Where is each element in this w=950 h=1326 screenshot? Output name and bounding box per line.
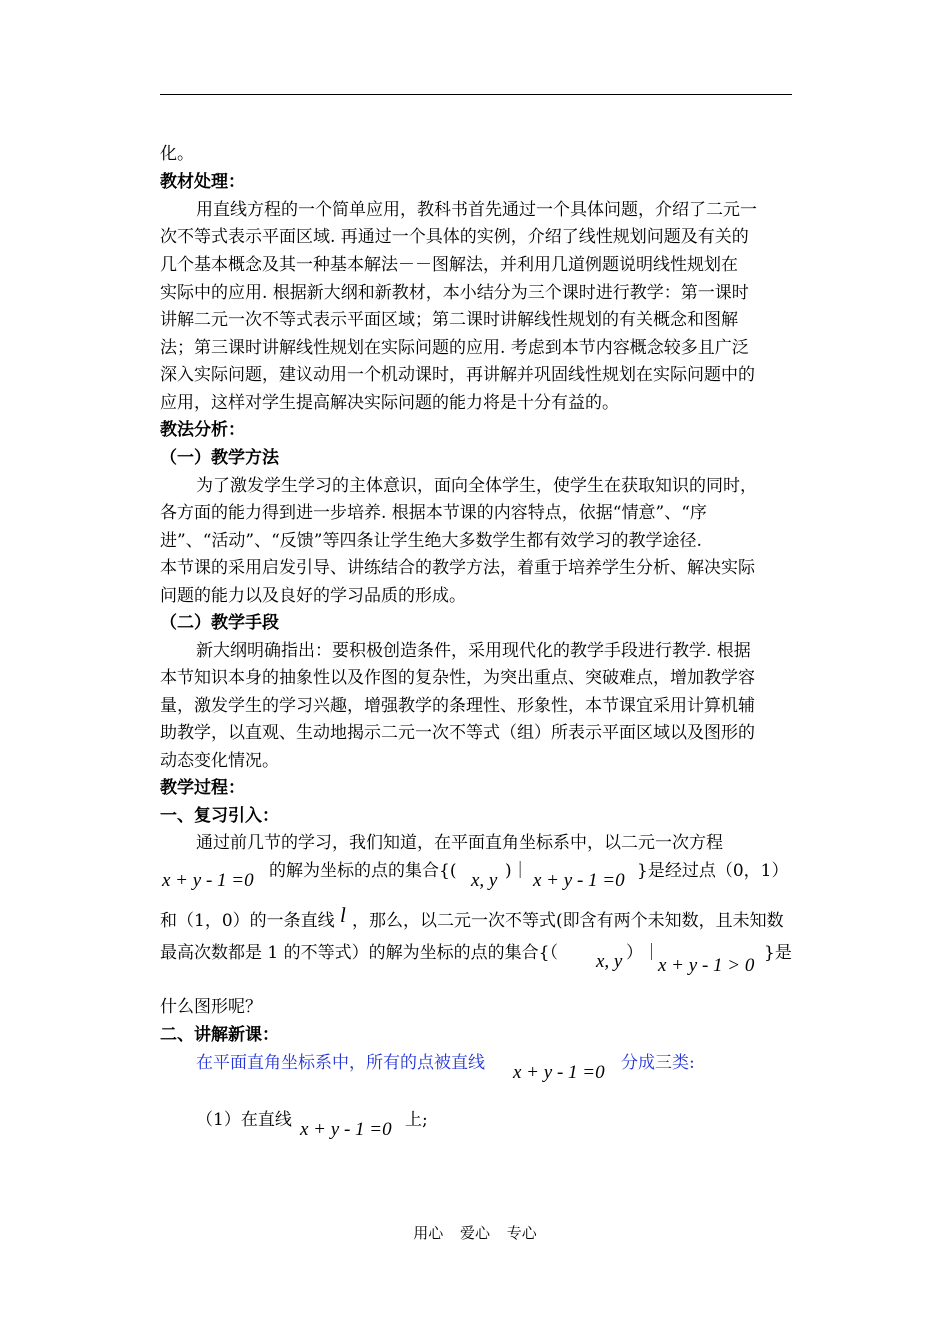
text-line: 实际中的应用. 根据新大纲和新教材，本小结分为三个课时进行教学：第一课时 — [160, 283, 749, 303]
text-line: 助教学，以直观、生动地揭示二元一次不等式（组）所表示平面区域以及图形的 — [160, 723, 755, 743]
math-xy: x, y — [596, 951, 623, 972]
text-segment: ）｜ — [626, 943, 660, 963]
text-line: 几个基本概念及其一种基本解法－－图解法，并利用几道例题说明线性规划在 — [160, 255, 738, 275]
equation: x + y - 1 =0 — [162, 870, 254, 891]
text-segment: 最高次数都是 1 的不等式）的解为坐标的点的集合{（ — [160, 943, 558, 963]
text-segment: }是 — [764, 943, 792, 963]
text-line: 次不等式表示平面区域. 再通过一个具体的实例，介绍了线性规划问题及有关的 — [160, 227, 749, 247]
text-line: 进”、“活动”、“反馈”等四条让学生绝大多数学生都有效学习的教学途径. — [160, 531, 702, 551]
equation: x + y - 1 =0 — [533, 870, 625, 891]
text-line: 用直线方程的一个简单应用，教科书首先通过一个具体问题，介绍了二元一 — [196, 200, 757, 220]
heading-process: 教学过程： — [160, 778, 245, 798]
text-line: 量，激发学生的学习兴趣，增强教学的条理性、形象性，本节课宜采用计算机辅 — [160, 696, 755, 716]
text-segment: 和（1，0）的一条直线 — [160, 911, 335, 931]
text-segment: ，那么，以二元一次不等式(即含有两个未知数，且未知数 — [352, 911, 784, 931]
math-line-l: l — [340, 903, 346, 927]
math-xy: x, y — [471, 870, 498, 891]
text-line: 深入实际问题，建议动用一个机动课时，再讲解并巩固线性规划在实际问题中的 — [160, 365, 755, 385]
text-line: 应用，这样对学生提高解决实际问题的能力将是十分有益的。 — [160, 393, 619, 413]
heading-review: 一、复习引入： — [160, 806, 279, 826]
page-footer: 用心 爱心 专心 — [413, 1224, 537, 1242]
text-line: 法；第三课时讲解线性规划在实际问题的应用. 考虑到本节内容概念较多且广泛 — [160, 338, 749, 358]
text-line: 各方面的能力得到进一步培养. 根据本节课的内容特点，依据“情意”、“序 — [160, 503, 707, 523]
text-segment: }是经过点（0，1） — [637, 861, 789, 881]
text-line: 动态变化情况。 — [160, 751, 279, 771]
text-segment: )｜ — [505, 861, 529, 881]
heading-new-lesson: 二、讲解新课： — [160, 1025, 279, 1045]
text-segment: 的解为坐标的点的集合{( — [269, 861, 457, 881]
text-line: 通过前几节的学习，我们知道，在平面直角坐标系中，以二元一次方程 — [196, 833, 723, 853]
text-line: 化。 — [160, 144, 194, 164]
heading-means: （二）教学手段 — [160, 613, 279, 633]
text-line: 本节知识本身的抽象性以及作图的复杂性，为突出重点、突破难点，增加教学容 — [160, 668, 755, 688]
heading-jiaocai: 教材处理： — [160, 172, 245, 192]
text-line: 本节课的采用启发引导、讲练结合的教学方法，着重于培养学生分析、解决实际 — [160, 558, 755, 578]
list-item: 上; — [405, 1110, 428, 1130]
header-rule — [160, 94, 792, 95]
inequality: x + y - 1 > 0 — [658, 955, 755, 976]
equation: x + y - 1 =0 — [513, 1062, 605, 1083]
list-item: （1）在直线 — [196, 1110, 292, 1130]
text-line: 新大纲明确指出：要积极创造条件，采用现代化的教学手段进行教学. 根据 — [196, 641, 751, 661]
equation: x + y - 1 =0 — [300, 1119, 392, 1140]
blue-text: 分成三类: — [621, 1053, 695, 1073]
text-line: 为了激发学生学习的主体意识，面向全体学生，使学生在获取知识的同时， — [196, 476, 757, 496]
heading-jiaofa: 教法分析： — [160, 420, 245, 440]
text-line: 什么图形呢？ — [160, 997, 262, 1017]
heading-method: （一）教学方法 — [160, 448, 279, 468]
blue-text: 在平面直角坐标系中，所有的点被直线 — [196, 1053, 485, 1073]
text-line: 讲解二元一次不等式表示平面区域；第二课时讲解线性规划的有关概念和图解 — [160, 310, 738, 330]
text-line: 问题的能力以及良好的学习品质的形成。 — [160, 586, 466, 606]
